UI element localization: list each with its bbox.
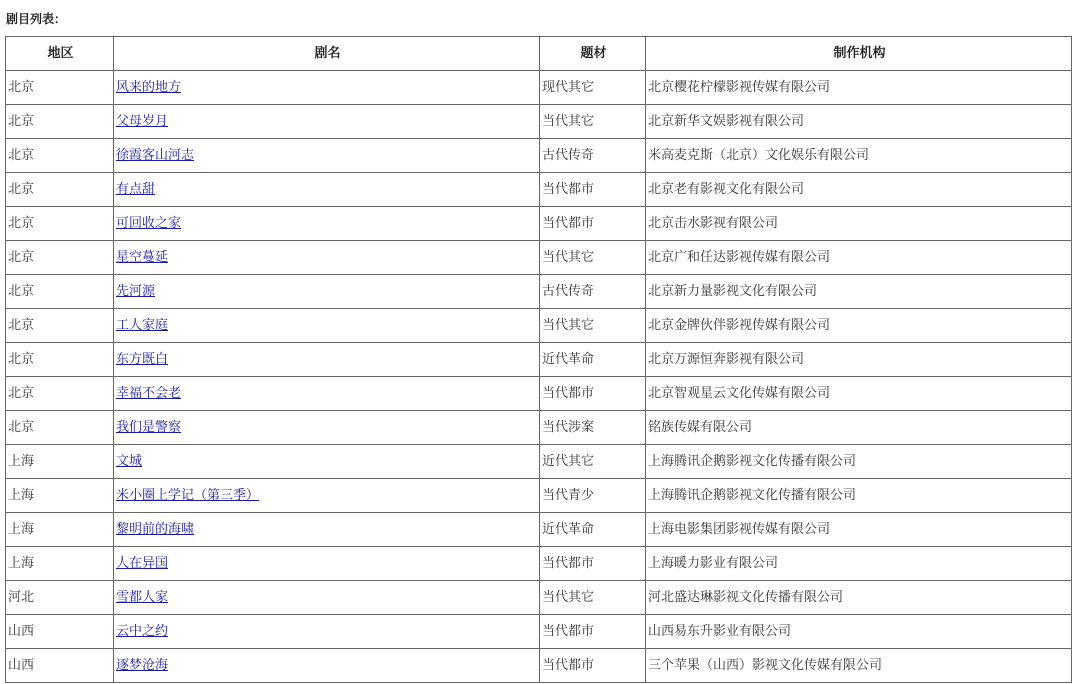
cell-producer: 上海腾讯企鹅影视文化传播有限公司 (646, 445, 1072, 479)
cell-genre: 古代传奇 (540, 275, 646, 309)
cell-title (114, 139, 540, 173)
drama-title-link[interactable]: 雪都人家 (116, 589, 169, 605)
cell-title (114, 377, 540, 411)
cell-title (114, 207, 540, 241)
cell-title (114, 411, 540, 445)
cell-region: 山西 (6, 649, 114, 683)
table-row (6, 513, 1072, 547)
cell-title (114, 649, 540, 683)
cell-region: 北京 (6, 241, 114, 275)
cell-title (114, 581, 540, 615)
cell-region: 上海 (6, 513, 114, 547)
table-row (6, 343, 1072, 377)
drama-title-link[interactable]: 黎明前的海啸 (116, 521, 195, 537)
column-header-genre: 题材 (540, 37, 646, 71)
cell-producer: 铭族传媒有限公司 (646, 411, 1072, 445)
table-row (6, 649, 1072, 683)
drama-title-link[interactable]: 逐梦沧海 (116, 657, 169, 673)
table-row (6, 615, 1072, 649)
page-title: 剧目列表： (6, 12, 67, 26)
table-row (6, 275, 1072, 309)
drama-title-link[interactable]: 米小圈上学记（第三季） (116, 487, 260, 503)
cell-producer: 三个苹果（山西）影视文化传媒有限公司 (646, 649, 1072, 683)
cell-genre: 近代革命 (540, 343, 646, 377)
drama-title-link[interactable]: 可回收之家 (116, 215, 182, 231)
table-row (6, 547, 1072, 581)
cell-title (114, 445, 540, 479)
cell-producer: 北京万源恒奔影视有限公司 (646, 343, 1072, 377)
cell-producer: 山西易东升影业有限公司 (646, 615, 1072, 649)
cell-genre: 现代其它 (540, 71, 646, 105)
cell-genre: 当代都市 (540, 377, 646, 411)
cell-genre: 当代其它 (540, 581, 646, 615)
table-row (6, 139, 1072, 173)
drama-title-link[interactable]: 父母岁月 (116, 113, 169, 129)
column-header-region: 地区 (6, 37, 114, 71)
cell-region: 北京 (6, 377, 114, 411)
cell-title (114, 479, 540, 513)
table-row (6, 479, 1072, 513)
drama-title-link[interactable]: 工人家庭 (116, 317, 169, 333)
cell-title (114, 275, 540, 309)
column-header-title: 剧名 (114, 37, 540, 71)
cell-genre: 当代都市 (540, 173, 646, 207)
table-header-row (6, 37, 1072, 71)
table-row (6, 309, 1072, 343)
cell-region: 上海 (6, 547, 114, 581)
cell-title (114, 71, 540, 105)
cell-title (114, 547, 540, 581)
cell-producer: 河北盛达琳影视文化传播有限公司 (646, 581, 1072, 615)
cell-title (114, 105, 540, 139)
table-row (6, 241, 1072, 275)
drama-title-link[interactable]: 先河源 (116, 283, 156, 299)
drama-title-link[interactable]: 风来的地方 (116, 79, 182, 95)
drama-title-link[interactable]: 有点甜 (116, 181, 156, 197)
cell-region: 北京 (6, 343, 114, 377)
cell-genre: 当代都市 (540, 207, 646, 241)
cell-region: 北京 (6, 207, 114, 241)
cell-region: 北京 (6, 309, 114, 343)
cell-region: 北京 (6, 105, 114, 139)
cell-producer: 米高麦克斯（北京）文化娱乐有限公司 (646, 139, 1072, 173)
cell-genre: 当代都市 (540, 649, 646, 683)
cell-region: 北京 (6, 173, 114, 207)
table-row (6, 445, 1072, 479)
cell-genre: 当代青少 (540, 479, 646, 513)
drama-title-link[interactable]: 云中之约 (116, 623, 169, 639)
cell-producer: 北京智观星云文化传媒有限公司 (646, 377, 1072, 411)
cell-genre: 当代都市 (540, 547, 646, 581)
table-row (6, 173, 1072, 207)
cell-genre: 当代涉案 (540, 411, 646, 445)
cell-producer: 上海腾讯企鹅影视文化传播有限公司 (646, 479, 1072, 513)
cell-genre: 当代其它 (540, 241, 646, 275)
cell-producer: 上海电影集团影视传媒有限公司 (646, 513, 1072, 547)
cell-genre: 近代其它 (540, 445, 646, 479)
column-header-producer: 制作机构 (646, 37, 1072, 71)
cell-genre: 古代传奇 (540, 139, 646, 173)
cell-region: 山西 (6, 615, 114, 649)
cell-producer: 北京樱花柠檬影视传媒有限公司 (646, 71, 1072, 105)
cell-title (114, 615, 540, 649)
table-row (6, 207, 1072, 241)
cell-region: 北京 (6, 71, 114, 105)
cell-producer: 北京金牌伙伴影视传媒有限公司 (646, 309, 1072, 343)
drama-title-link[interactable]: 我们是警察 (116, 419, 182, 435)
cell-title (114, 173, 540, 207)
cell-producer: 北京新华文娱影视有限公司 (646, 105, 1072, 139)
table-row (6, 411, 1072, 445)
cell-producer: 北京击水影视有限公司 (646, 207, 1072, 241)
cell-genre: 当代其它 (540, 309, 646, 343)
cell-title (114, 513, 540, 547)
table-row (6, 71, 1072, 105)
drama-title-link[interactable]: 幸福不会老 (116, 385, 182, 401)
cell-region: 北京 (6, 411, 114, 445)
cell-title (114, 343, 540, 377)
cell-producer: 北京新力量影视文化有限公司 (646, 275, 1072, 309)
cell-producer: 上海暖力影业有限公司 (646, 547, 1072, 581)
cell-region: 北京 (6, 275, 114, 309)
cell-genre: 当代其它 (540, 105, 646, 139)
table-row (6, 581, 1072, 615)
drama-title-link[interactable]: 徐霞客山河志 (116, 147, 195, 163)
table-row (6, 105, 1072, 139)
cell-title (114, 309, 540, 343)
cell-producer: 北京广和任达影视传媒有限公司 (646, 241, 1072, 275)
cell-producer: 北京老有影视文化有限公司 (646, 173, 1072, 207)
table-row (6, 377, 1072, 411)
cell-region: 上海 (6, 445, 114, 479)
cell-region: 河北 (6, 581, 114, 615)
cell-genre: 近代革命 (540, 513, 646, 547)
drama-title-link[interactable]: 东方既白 (116, 351, 169, 367)
drama-title-link[interactable]: 人在异国 (116, 555, 169, 571)
cell-region: 北京 (6, 139, 114, 173)
table-body (6, 71, 1072, 683)
drama-table (5, 36, 1072, 683)
cell-genre: 当代都市 (540, 615, 646, 649)
cell-region: 上海 (6, 479, 114, 513)
cell-title (114, 241, 540, 275)
drama-title-link[interactable]: 星空蔓延 (116, 249, 169, 265)
drama-title-link[interactable]: 文城 (116, 453, 143, 469)
